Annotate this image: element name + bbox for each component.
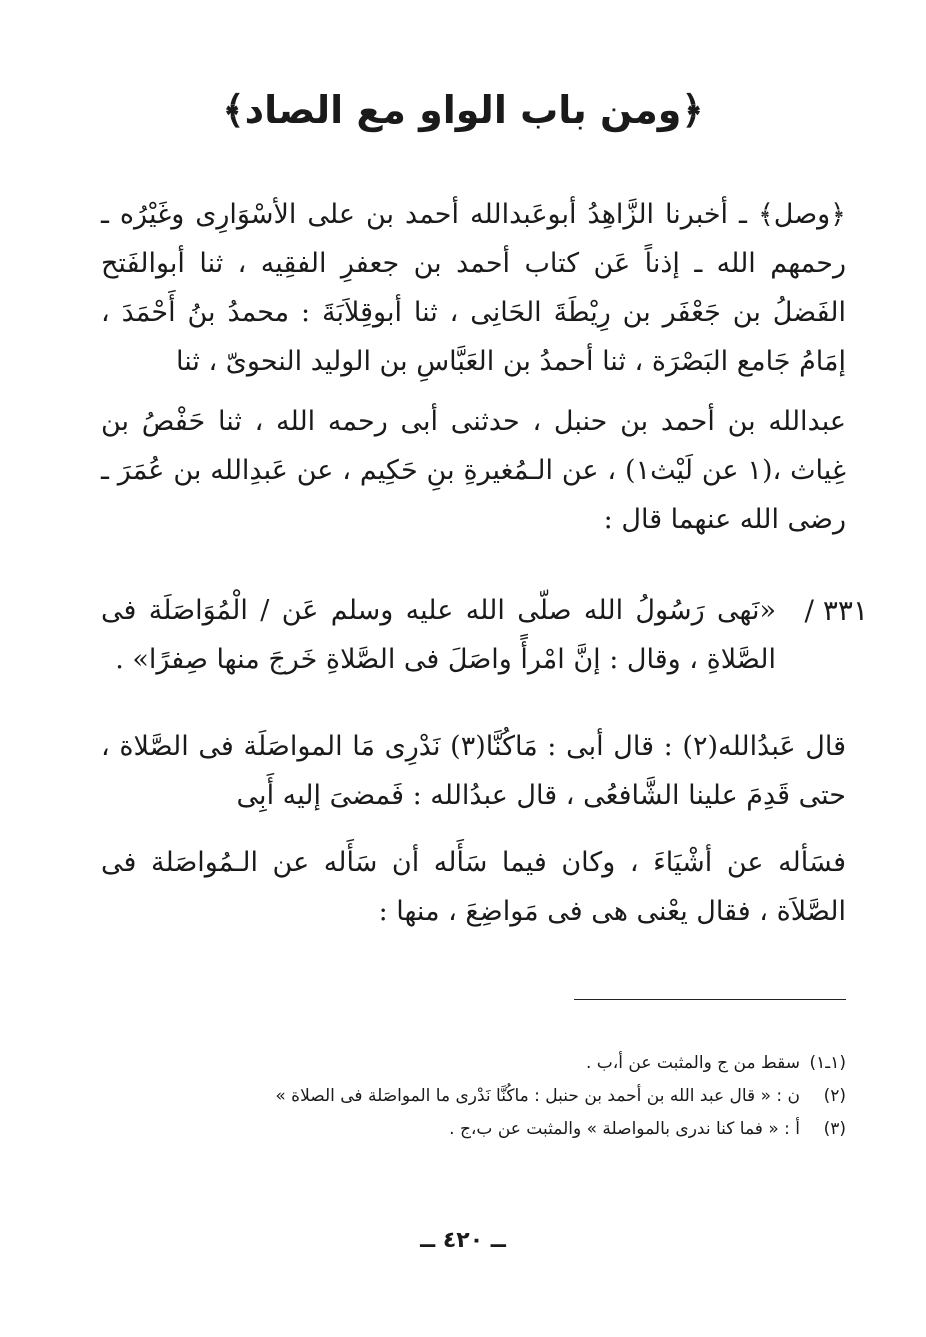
footnote-3 (101, 1113, 846, 1146)
footnotes (101, 1047, 846, 1146)
footnote-1 (101, 1047, 846, 1080)
hadith-number: ٣٣١ / (804, 594, 868, 627)
paragraph-2: عبدالله بن أحمد بن حنبل ، حدثنى أبى رحمه الله ، ثنا حَفْصُ بن غِياث ،(١ عن لَيْث١) ، عن الـمُغيرةِ بنِ حَكِيم ، عن عَبدِالله بن عُمَرَ ـ رضى الله عنهما قال : (101, 406, 846, 535)
section-title: ﴿ومن باب الواو مع الصاد﴾ (222, 88, 704, 132)
paragraph-3: «نَهى رَسُولُ الله صلّى الله عليه وسلم عَن / الْمُوَاصَلَة فى الصَّلاةِ ، وقال : إنَّ امْرأً واصَلَ فى الصَّلاةِ خَرجَ منها صِفرًا» . (101, 595, 776, 675)
footnote-2 (101, 1080, 846, 1113)
footnote-number: (١ـ١) (809, 1053, 846, 1073)
footnote-text: ن : « قال عبد الله بن أحمد بن حنبل : ماكُنَّا نَدْرى ما المواصَلة فى الصلاة » (275, 1086, 800, 1106)
chain-of-narration-part-1 (101, 190, 846, 386)
footnote-divider (574, 999, 846, 1000)
hadith-text (101, 586, 776, 684)
footnote-number: (٢) (823, 1086, 846, 1106)
commentary-part-2 (101, 838, 846, 936)
paragraph-5: فسَأله عن أشْيَاءَ ، وكان فيما سَأَله أن سَأَله عن الـمُواصَلة فى الصَّلاَة ، فقال يعْنى هى فى مَواضِعَ ، منها : (101, 847, 846, 927)
commentary-part-1 (101, 722, 846, 820)
paragraph-4: قال عَبدُالله(٢) : قال أبى : مَاكُنَّا(٣) نَدْرِى مَا المواصَلَة فى الصَّلاة ، حتى قَدِمَ علينا الشَّافعُى ، قال عبدُالله : فَمضىَ إليه أَبِى (101, 731, 846, 811)
chain-of-narration-part-2 (101, 397, 846, 544)
footnote-text: أ : « فما كنا ندرى بالمواصلة » والمثبت عن ب،ج . (449, 1119, 800, 1139)
paragraph-1: ﴿وصل﴾ ـ أخبرنا الزَّاهِدُ أبوعَبدالله أحمد بن على الأسْوَارِى وغَيْرُه ـ رحمهم الله ـ إذناً عَن كتاب أحمد بن جعفرِ الفقِيه ، ثنا أبوالفَتح الفَضلُ بن جَعْفَر بن رِيْطَةَ الحَانِى ، ثنا أبوقِلاَبَةَ : محمدُ بنُ أَحْمَدَ ، إمَامُ جَامع البَصْرَة ، ثنا أحمدُ بن العَبَّاسِ بن الوليد النحوىّ ، ثنا (101, 199, 846, 377)
footnote-text: سقط من ج والمثبت عن أ،ب . (585, 1053, 800, 1073)
footnote-number: (٣) (823, 1119, 846, 1139)
page-number: ــ ٤٢٠ ــ (420, 1228, 506, 1253)
